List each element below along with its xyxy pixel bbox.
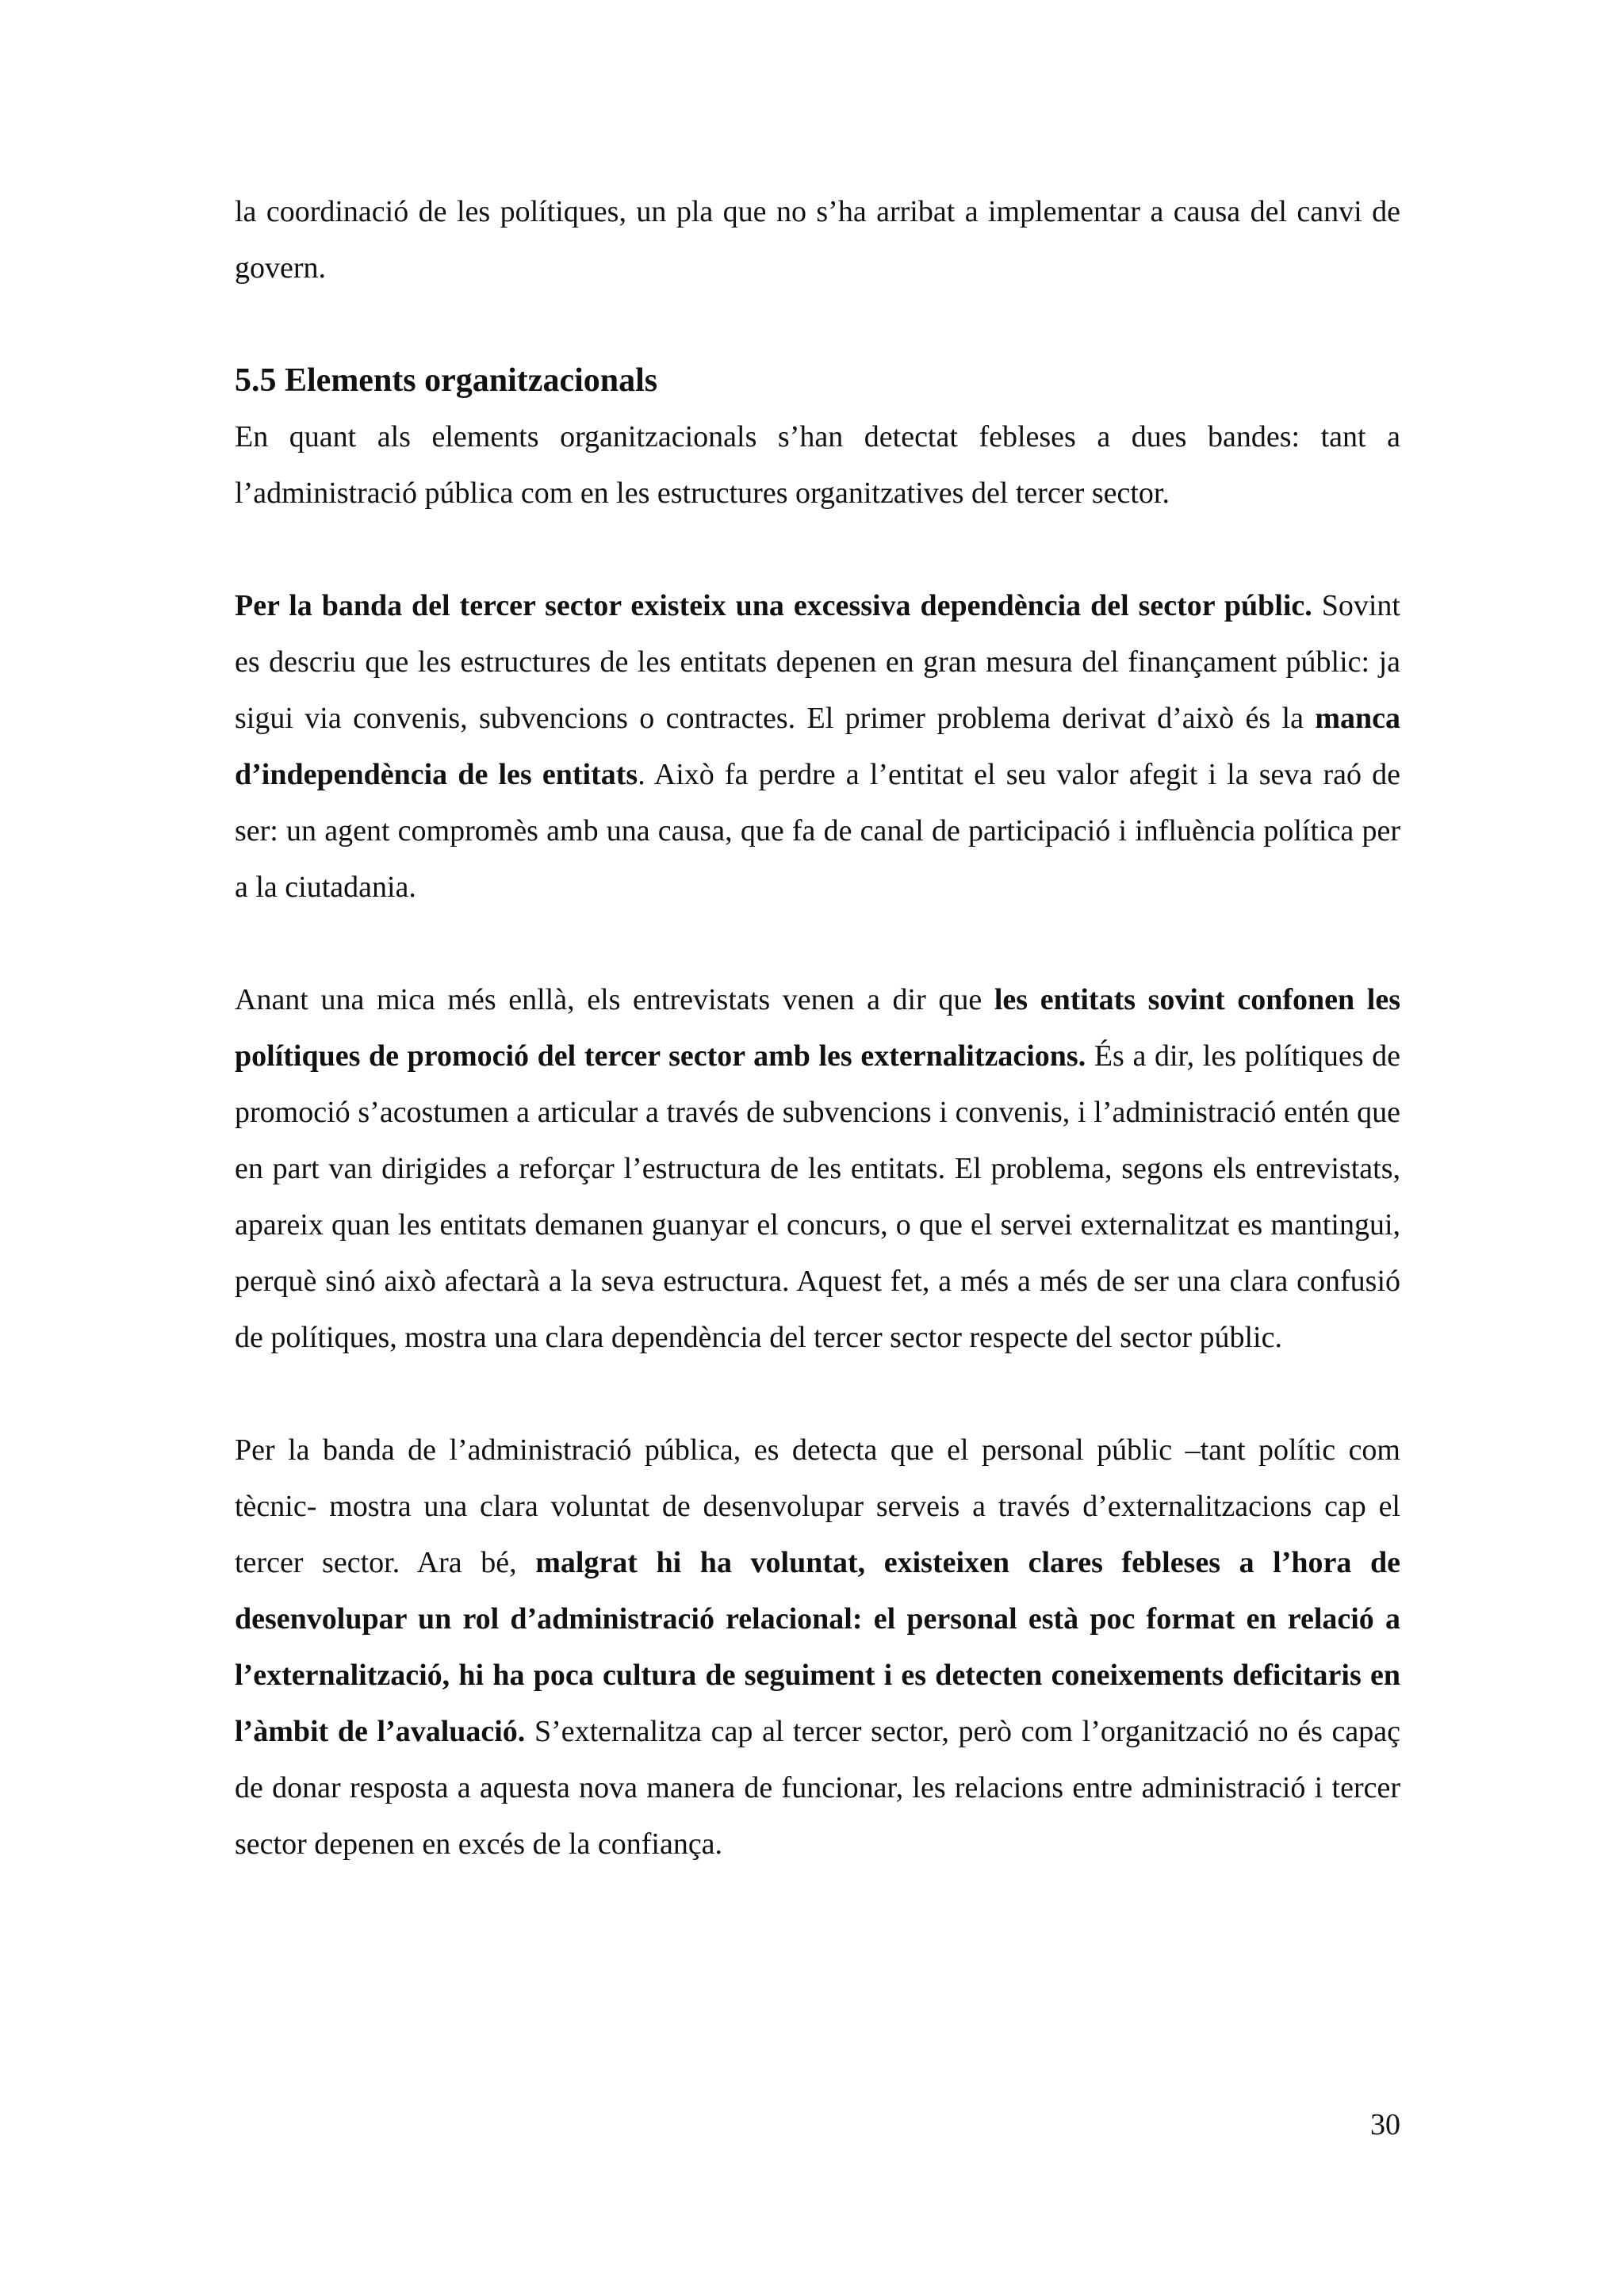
bold-emphasis-text: manca d’independència de les entitats xyxy=(235,702,1400,791)
page-body xyxy=(235,184,1400,1873)
page-number: 30 xyxy=(1370,2108,1400,2141)
bold-emphasis-text: les entitats sovint confonen les polítiques de promoció del tercer sector amb les externalitzacions. xyxy=(235,983,1400,1073)
paragraph-third-sector xyxy=(235,578,1400,916)
body-text: Anant una mica més enllà, els entrevistats venen a dir que xyxy=(235,983,994,1016)
paragraph-intro: En quant als elements organitzacionals s’han detectat febleses a dues bandes: tant a l’administració pública com en les estructures organitzatives del tercer sector. xyxy=(235,420,1400,510)
paragraph-public-administration xyxy=(235,1422,1400,1873)
bold-emphasis-text: malgrat hi ha voluntat, existeixen clares febleses a l’hora de desenvolupar un rol d’administració relacional: el personal està poc format en relació a l’externalització, hi ha poca cultura de seguiment i es detecten coneixements deficitaris en l’àmbit de l’avaluació. xyxy=(235,1546,1400,1748)
section-heading: 5.5 Elements organitzacionals xyxy=(235,362,658,399)
body-text: S’externalitza cap al tercer sector, però com l’organització no és capaç de donar resposta a aquesta nova manera de funcionar, les relacions entre administració i tercer sector depenen en excés de la confiança. xyxy=(235,1715,1400,1861)
body-text: És a dir, les polítiques de promoció s’acostumen a articular a través de subvencions i convenis, i l’administració entén que en part van dirigides a reforçar l’estructura de les entitats. El problema, segons els entrevistats, apareix quan les entitats demanen guanyar el concurs, o que el servei externalitzat es mantingui, perquè sinó això afectarà a la seva estructura. Aquest fet, a més a més de ser una clara confusió de polítiques, mostra una clara dependència del tercer sector respecte del sector públic. xyxy=(235,1039,1400,1354)
body-text: Sovint es descriu que les estructures de les entitats depenen en gran mesura del finançament públic: ja sigui via convenis, subvencions o contractes. El primer problema derivat d’això és la xyxy=(235,589,1400,735)
paragraph-interviewees xyxy=(235,972,1400,1366)
body-text: Per la banda de l’administració pública, es detecta que el personal públic –tant polític com tècnic- mostra una clara voluntat de desenvolupar serveis a través d’externalitzacions cap el tercer sector. Ara bé, xyxy=(235,1433,1400,1579)
body-text: . Això fa perdre a l’entitat el seu valor afegit i la seva raó de ser: un agent compromès amb una causa, que fa de canal de participació i influència política per a la ciutadania. xyxy=(235,758,1400,904)
bold-lead-text: Per la banda del tercer sector existeix una excessiva dependència del sector públic. xyxy=(235,589,1312,622)
paragraph-continuation: la coordinació de les polítiques, un pla que no s’ha arribat a implementar a causa del canvi de govern. xyxy=(235,195,1400,285)
